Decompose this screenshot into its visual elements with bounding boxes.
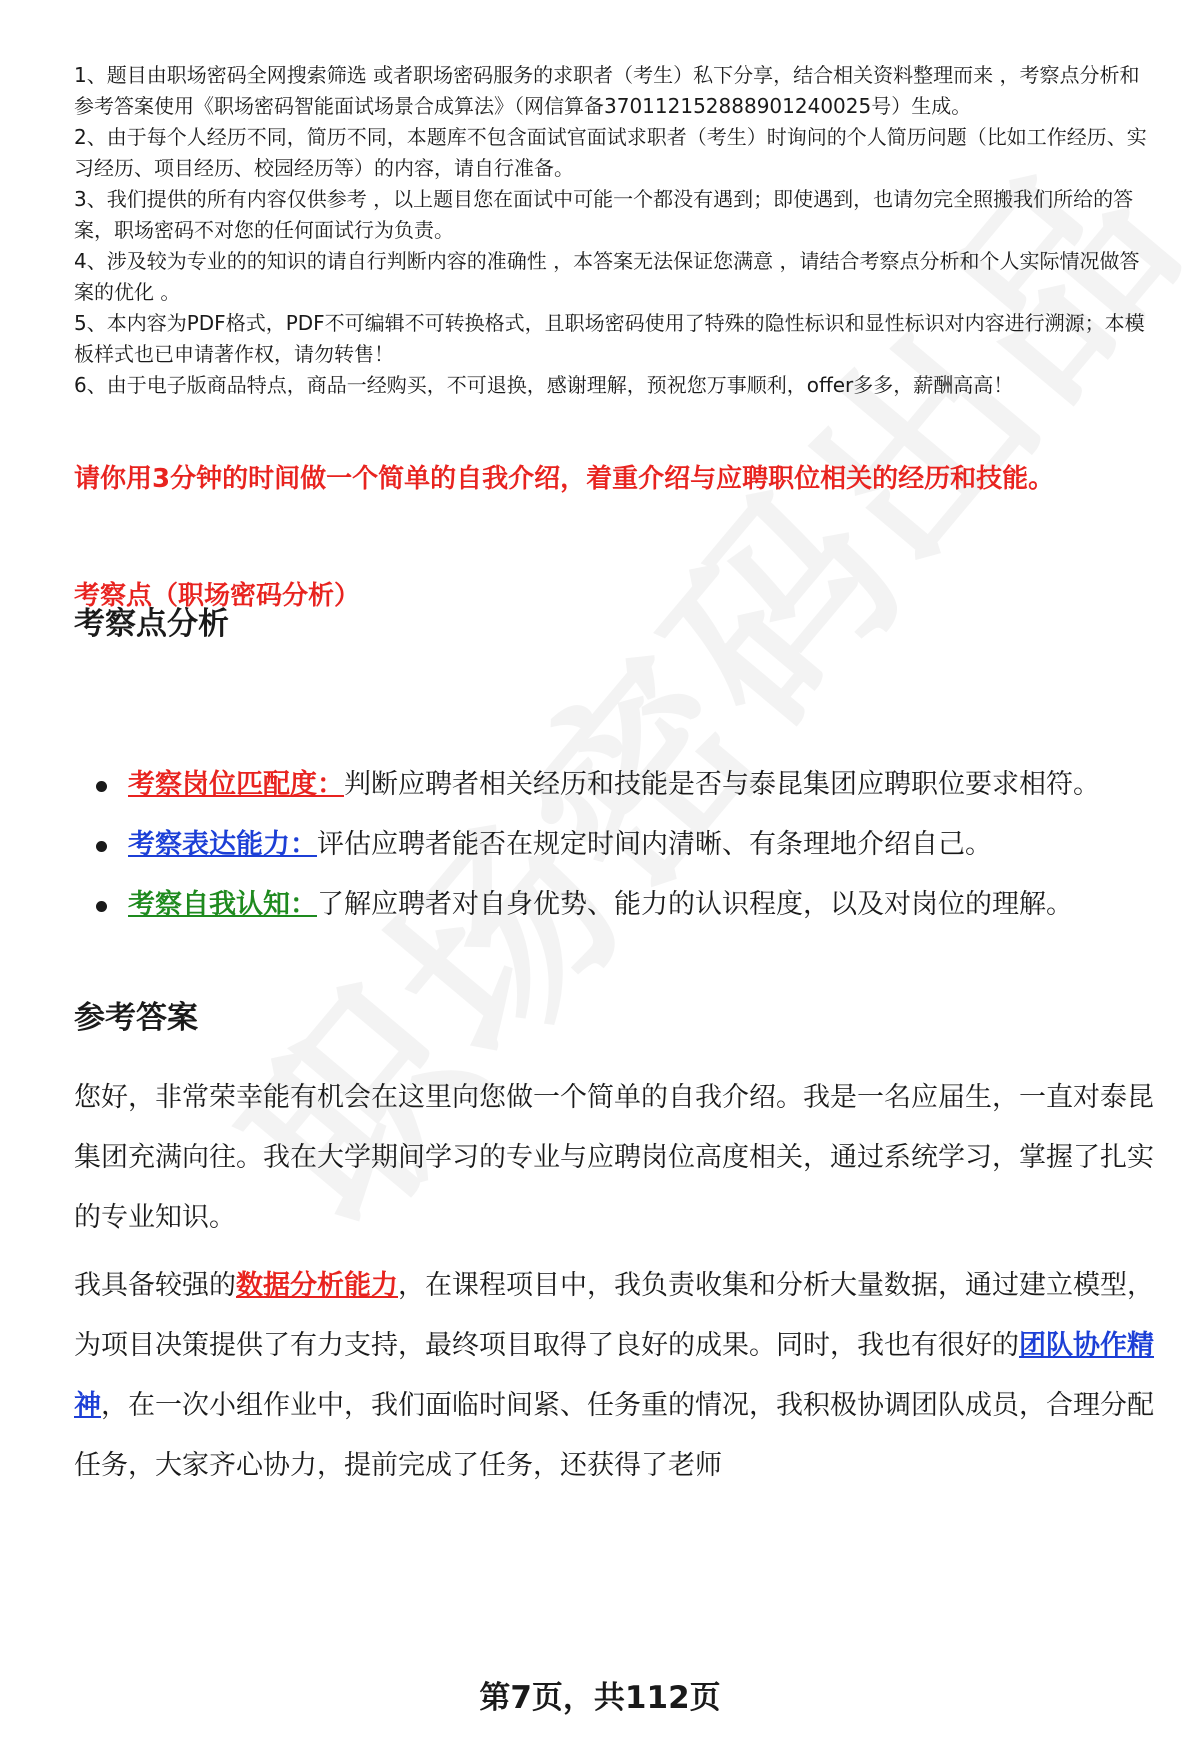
- analysis-text: 评估应聘者能否在规定时间内清晰、有条理地介绍自己。: [317, 829, 992, 860]
- answer-text: ，在一次小组作业中，我们面临时间紧、任务重的情况，我积极协调团队成员，合理分配任务，大家齐心协力，提前完成了任务，还获得了老师: [74, 1390, 1154, 1481]
- analysis-text: 了解应聘者对自身优势、能力的认识程度，以及对岗位的理解。: [317, 889, 1073, 920]
- analysis-heading: 考察点分析: [74, 606, 229, 642]
- analysis-item: [74, 755, 1154, 815]
- analysis-term: 考察岗位匹配度：: [128, 769, 344, 800]
- notice-5: 5、本内容为PDF格式，PDF不可编辑不可转换格式，且职场密码使用了特殊的隐性标识和显性标识对内容进行溯源；本模板样式也已申请著作权，请勿转售！: [74, 311, 1145, 366]
- page-number: 第7页，共112页: [479, 1680, 721, 1716]
- answer-text: ，在课程项目中，我负责收集和分析大量数据，通过建立模型，为项目决策提供了有力支持，最终项目取得了良好的成果。同时，我也有很好的: [74, 1270, 1154, 1361]
- analysis-label: 考察点（职场密码分析）: [74, 581, 361, 611]
- answer-paragraph-1: 您好，非常荣幸能有机会在这里向您做一个简单的自我介绍。我是一名应届生，一直对泰昆集团充满向往。我在大学期间学习的专业与应聘岗位高度相关，通过系统学习，掌握了扎实的专业知识。: [74, 1082, 1154, 1233]
- analysis-list: [74, 755, 1154, 935]
- notice-3: 3、我们提供的所有内容仅供参考 ，以上题目您在面试中可能一个都没有遇到；即使遇到，也请勿完全照搬我们所给的答案，职场密码不对您的任何面试行为负责。: [74, 187, 1134, 242]
- notice-4: 4、涉及较为专业的的知识的请自行判断内容的准确性 ，本答案无法保证您满意 ，请结合考察点分析和个人实际情况做答案的优化 。: [74, 249, 1140, 304]
- highlight-data-analysis: 数据分析能力: [236, 1270, 398, 1301]
- bullet-icon: [96, 841, 107, 852]
- answer-text: 我具备较强的: [74, 1270, 236, 1301]
- notice-2: 2、由于每个人经历不同，简历不同，本题库不包含面试官面试求职者（考生）时询问的个人简历问题（比如工作经历、实习经历、项目经历、校园经历等）的内容，请自行准备。: [74, 125, 1147, 180]
- answer-heading: 参考答案: [74, 1000, 198, 1036]
- analysis-item: [74, 815, 1154, 875]
- bullet-icon: [96, 901, 107, 912]
- analysis-term: 考察自我认知：: [128, 889, 317, 920]
- analysis-item: [74, 875, 1154, 935]
- notice-1: 1、题目由职场密码全网搜索筛选 或者职场密码服务的求职者（考生）私下分享，结合相关资料整理而来 ，考察点分析和参考答案使用《职场密码智能面试场景合成算法》（网信算备370112152888901240025号）生成。: [74, 63, 1140, 118]
- disclaimer-notices: [74, 60, 1154, 401]
- notice-6: 6、由于电子版商品特点，商品一经购买，不可退换，感谢理解，预祝您万事顺利，offer多多，薪酬高高！: [74, 373, 1014, 397]
- answer-paragraph-2: [74, 1256, 1154, 1496]
- analysis-term: 考察表达能力：: [128, 829, 317, 860]
- highlight-teamwork: 团队协作精神: [74, 1330, 1154, 1421]
- analysis-text: 判断应聘者相关经历和技能是否与泰昆集团应聘职位要求相符。: [344, 769, 1100, 800]
- interview-question: 请你用3分钟的时间做一个简单的自我介绍，着重介绍与应聘职位相关的经历和技能。: [74, 464, 1055, 494]
- bullet-icon: [96, 781, 107, 792]
